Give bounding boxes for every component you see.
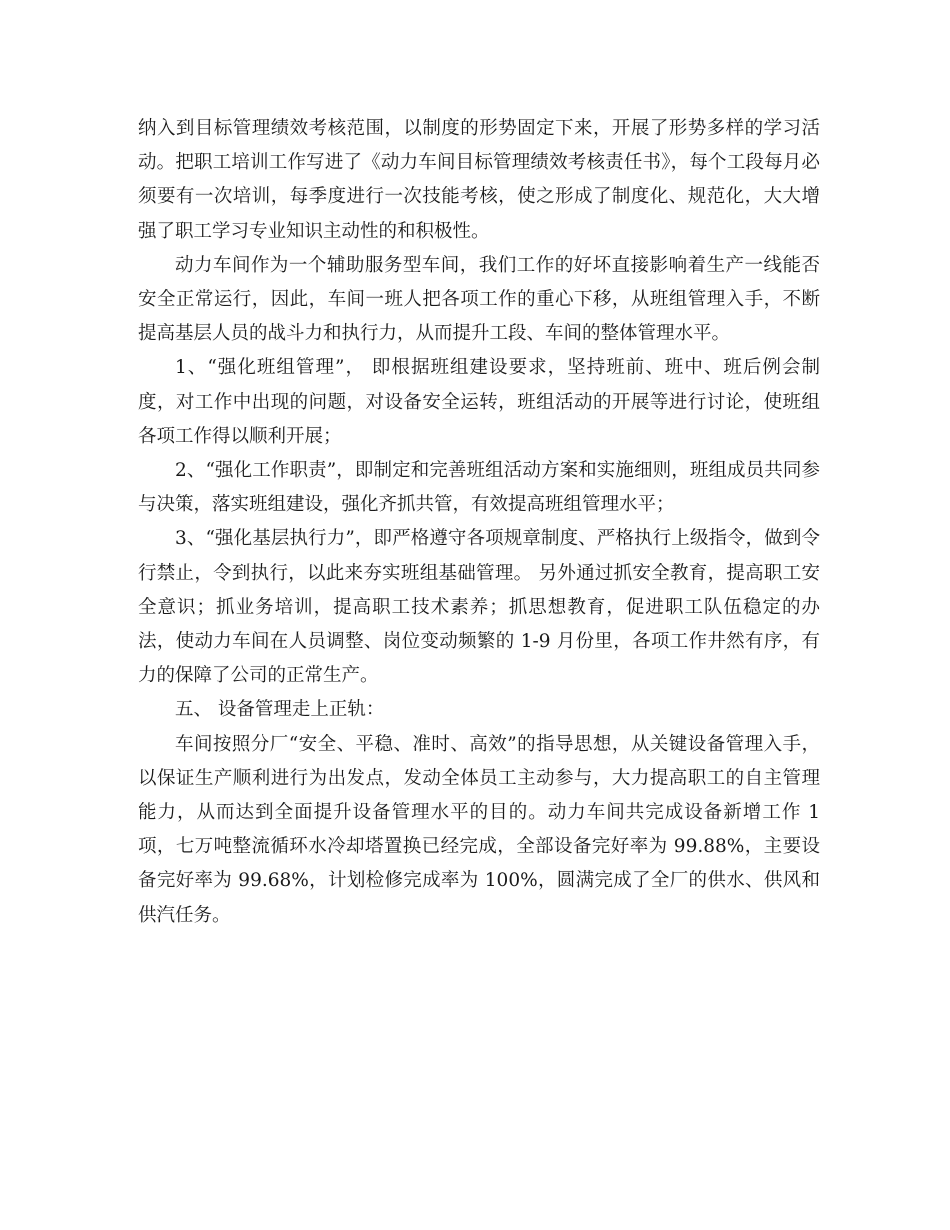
paragraph-item-1: 1、“强化班组管理”， 即根据班组建设要求，坚持班前、班中、班后例会制度，对工作中出现的问题，对设备安全运转，班组活动的开展等进行讨论，使班组各项工作得以顺利开展； <box>138 357 820 447</box>
paragraph-equipment-management: 车间按照分厂“安全、平稳、准时、高效”的指导思想，从关键设备管理入手，以保证生产顺利进行为出发点，发动全体员工主动参与，大力提高职工的自主管理能力，从而达到全面提升设备管理水平的目的。动力车间共完成设备新增工作 1 项，七万吨整流循环水冷却塔置换已经完成，全部设备完好率为 99.88%，主要设备完好率为 99.68%，计划检修完成率为 100%，圆满完成了全厂的供水、供风和供汽任务。 <box>138 733 820 926</box>
paragraph-item-3: 3、“强化基层执行力”，即严格遵守各项规章制度、严格执行上级指令，做到令行禁止，令到执行，以此来夯实班组基础管理。 另外通过抓安全教育，提高职工安全意识；抓业务培训，提高职工技术素养；抓思想教育，促进职工队伍稳定的办法，使动力车间在人员调整、岗位变动频繁的 1-9 月份里，各项工作井然有序，有力的保障了公司的正常生产。 <box>138 528 820 687</box>
paragraph-item-2: 2、“强化工作职责”，即制定和完善班组活动方案和实施细则，班组成员共同参与决策，落实班组建设，强化齐抓共管，有效提高班组管理水平； <box>138 460 820 516</box>
paragraph-workshop-role: 动力车间作为一个辅助服务型车间，我们工作的好坏直接影响着生产一线能否安全正常运行，因此，车间一班人把各项工作的重心下移，从班组管理入手，不断提高基层人员的战斗力和执行力，从而提升工段、车间的整体管理水平。 <box>138 254 820 345</box>
paragraph-training: 纳入到目标管理绩效考核范围，以制度的形势固定下来，开展了形势多样的学习活动。把职工培训工作写进了《动力车间目标管理绩效考核责任书》，每个工段每月必须要有一次培训，每季度进行一次技能考核，使之形成了制度化、规范化，大大增强了职工学习专业知识主动性的和积极性。 <box>138 118 820 242</box>
section-heading-equipment: 五、 设备管理走上正轨： <box>175 699 385 721</box>
